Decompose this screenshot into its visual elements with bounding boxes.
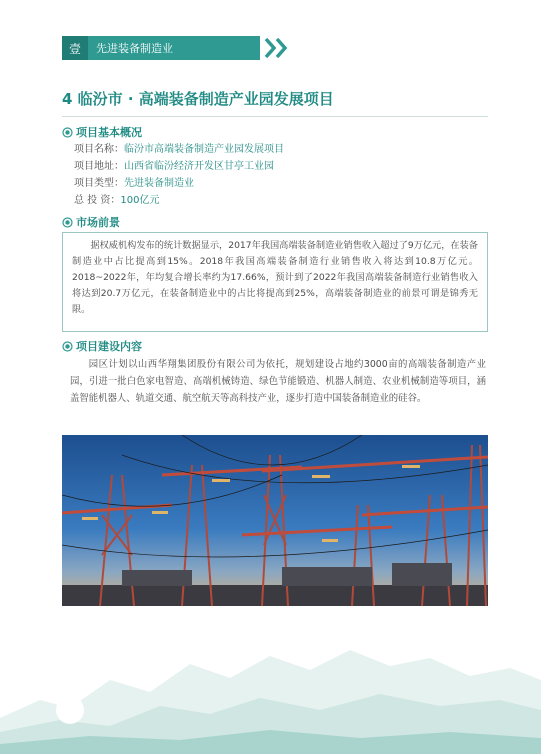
section-heading-basic [62,124,142,140]
info-row-address [74,158,284,175]
info-value: 先进装备制造业 [124,178,194,189]
section-heading-market [62,214,120,230]
info-row-type [74,175,284,192]
info-value: 临汾市高端装备制造产业园发展项目 [124,144,284,155]
info-key: 项目地址： [74,161,124,172]
build-text: 园区计划以山西华翔集团股份有限公司为依托，规划建设占地约3000亩的高端装备制造产业园，引进一批白色家电智造、高端机械铸造、绿色节能锻造、机器人制造、农业机械制造等项目，涵盖智能机器人、轨道交通、航空航天等高科技产业，逐步打造中国装备制造业的硅谷。 [70,359,486,404]
double-chevron-icon [262,36,292,60]
page-title: 4 临汾市 · 高端装备制造产业园发展项目 [62,90,334,108]
footer-mountains [0,640,541,754]
circle-bullet-icon [62,217,73,228]
chapter-label: 先进装备制造业 [96,42,173,55]
info-row-name [74,141,284,158]
basic-info-list [74,141,284,209]
info-key: 项目类型： [74,178,124,189]
info-value: 100亿元 [120,195,160,206]
title-divider [62,116,488,117]
circle-bullet-icon [62,341,73,352]
circle-bullet-icon [62,127,73,138]
info-key: 项目名称： [74,144,124,155]
substation-photo [62,435,488,606]
info-key: 总 投 资： [74,195,121,206]
info-value: 山西省临汾经济开发区甘亭工业园 [124,161,274,172]
chapter-header [62,36,260,60]
chapter-number: 壹 [62,36,88,60]
info-row-investment [74,192,284,209]
section-heading-build-text: 项目建设内容 [76,340,142,353]
section-heading-build [62,338,142,354]
section-heading-basic-text: 项目基本概况 [76,126,142,139]
market-text-box: 据权威机构发布的统计数据显示，2017年我国高端装备制造业销售收入超过了9万亿元，在装备制造业中占比提高到15%。2018年我国高端装备制造行业销售收入将达到10.8万亿元。2018~2022年，年均复合增长率约为17.66%，预计到了2022年我国高端装备制造行业销售收入将达到20.7万亿元，在装备制造业中的占比将提高到25%，高端装备制造业的前景可谓是锦秀无限。 [62,232,488,332]
section-heading-market-text: 市场前景 [76,216,120,229]
